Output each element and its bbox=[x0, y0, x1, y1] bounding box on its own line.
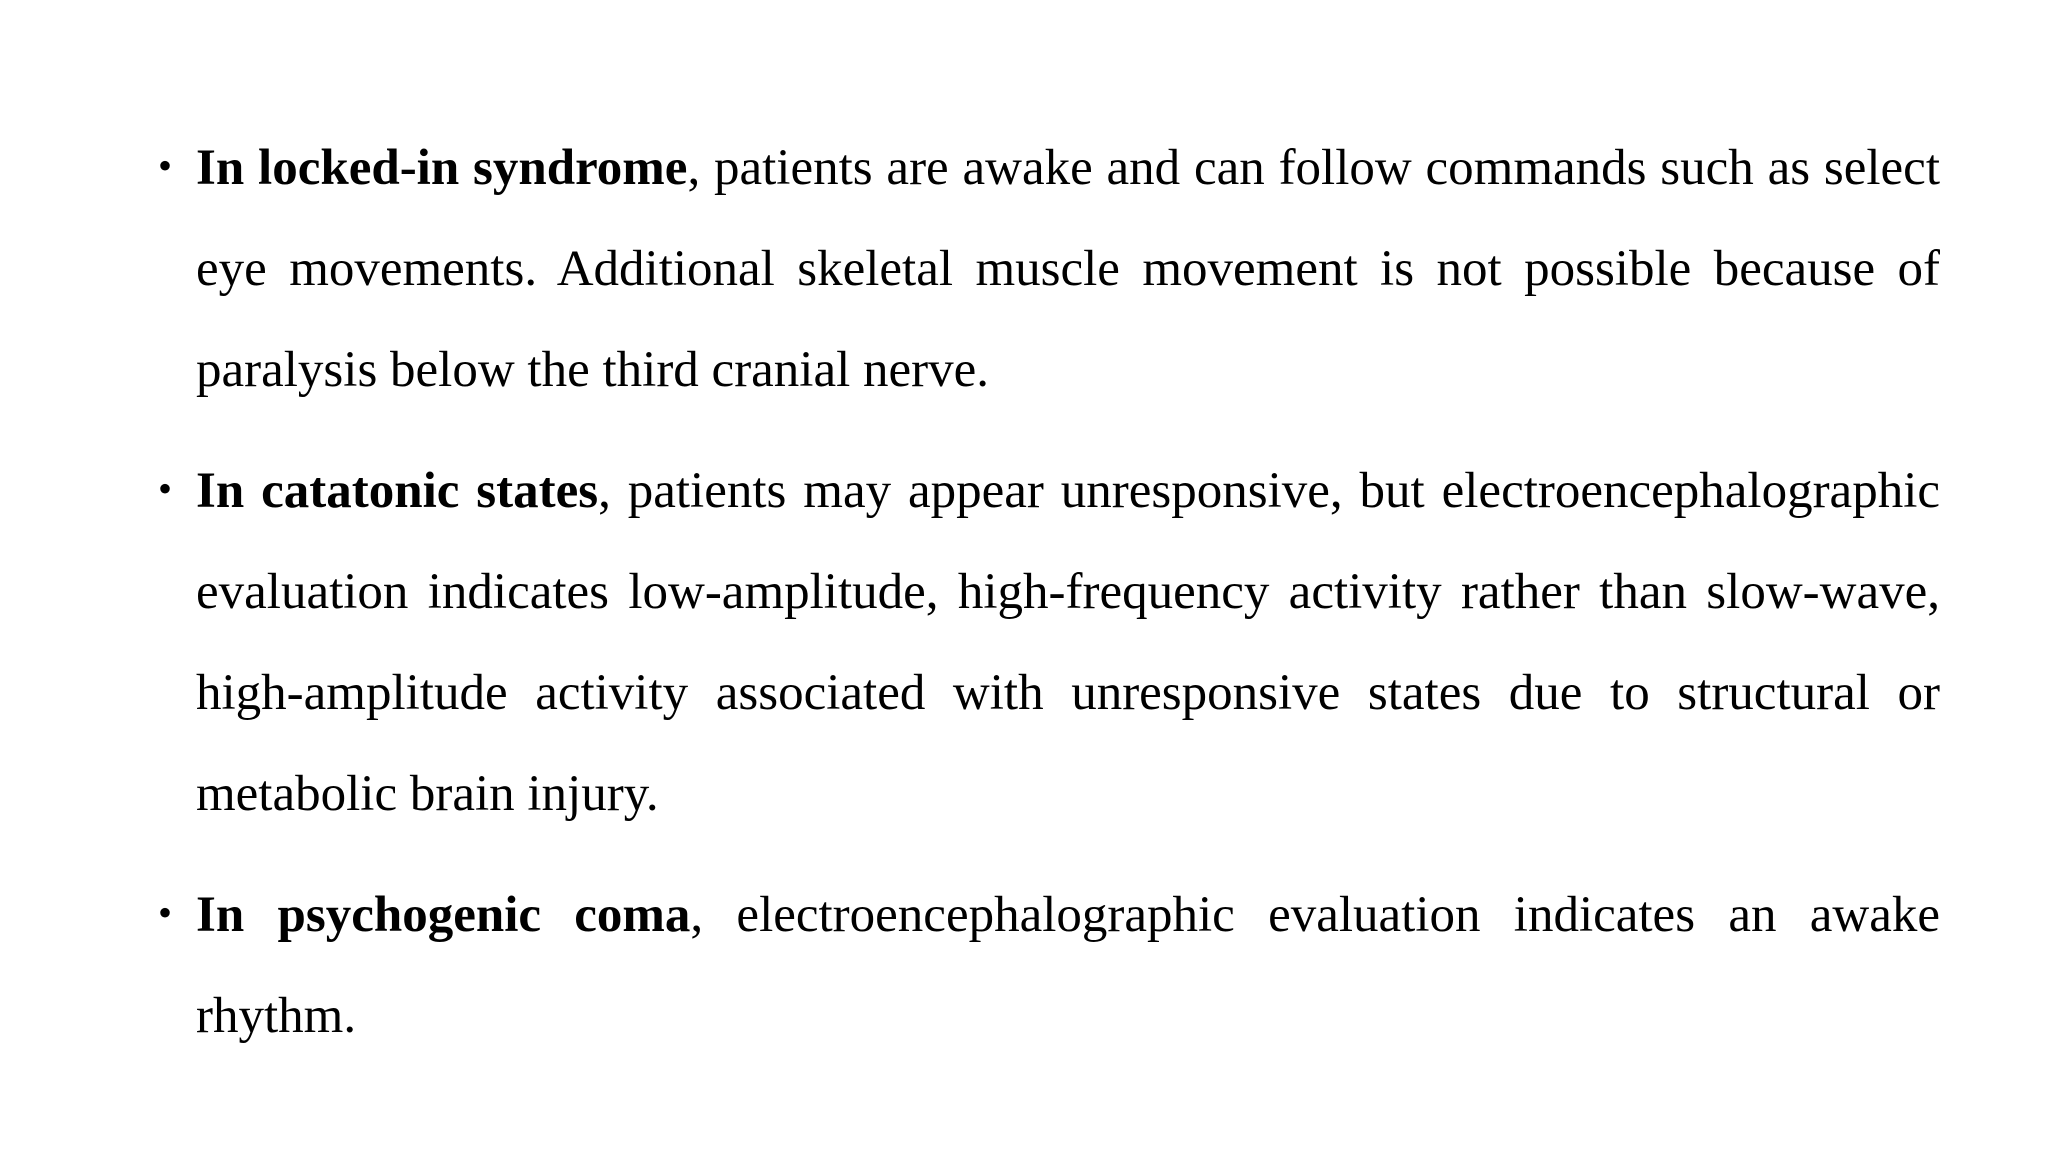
bullet-item-locked-in bbox=[150, 118, 1940, 421]
bullet-text: , patients may appear unresponsive, but electroencephalographic evaluation indicates low-amplitude, high-frequency activity rather than slow-wave, high-amplitude activity associated with unresponsive states due to structural or metabolic brain injury. bbox=[196, 463, 1940, 822]
bullet-text: , patients are awake and can follow commands such as select eye movements. Additional skeletal muscle movement is not possible because of paralysis below the third cranial nerve. bbox=[196, 140, 1940, 398]
bullet-item-psychogenic bbox=[150, 865, 1940, 1067]
bullet-icon: • bbox=[158, 890, 173, 935]
bullet-lead: In catatonic states bbox=[196, 463, 599, 519]
bullet-icon: • bbox=[158, 466, 173, 511]
bullet-text: , electroencephalographic evaluation indicates an awake rhythm. bbox=[196, 887, 1940, 1044]
bullet-item-catatonic bbox=[150, 441, 1940, 845]
bullet-lead: In locked-in syndrome bbox=[196, 140, 688, 196]
bullet-list bbox=[150, 118, 1940, 1087]
bullet-lead: In psychogenic coma bbox=[196, 887, 691, 943]
bullet-icon: • bbox=[158, 143, 173, 188]
